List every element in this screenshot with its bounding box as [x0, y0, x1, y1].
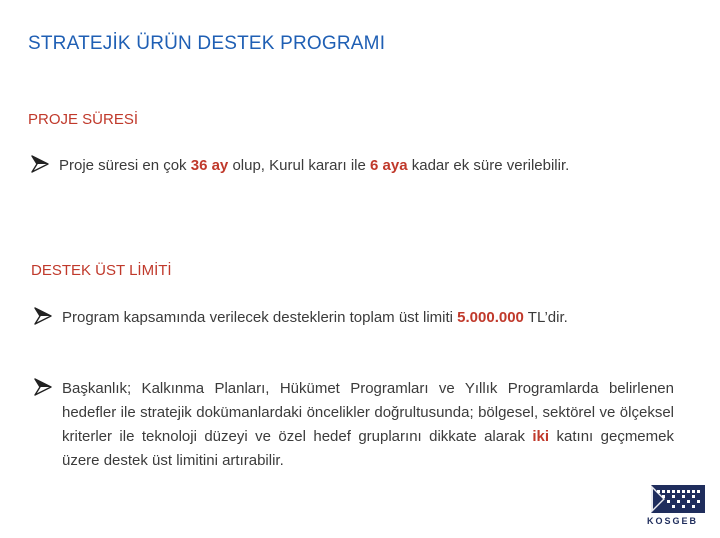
highlight-6-aya: 6 aya — [370, 157, 408, 174]
arrow-bullet-icon — [34, 378, 52, 396]
bullet-text: Program kapsamında verilecek desteklerin toplam üst limiti 5.000.000 TL’dir. — [62, 309, 568, 326]
kosgeb-logo-text: KOSGEB — [647, 516, 699, 526]
bullet-ust-limit — [34, 306, 674, 330]
section-heading-proje-suresi: PROJE SÜRESİ — [28, 111, 139, 128]
highlight-36-ay: 36 ay — [190, 157, 229, 174]
arrow-bullet-icon — [34, 307, 52, 325]
bullet-text: Başkanlık; Kalkınma Planları, Hükümet Programları ve Yıllık Programlarda belirlenen hedefler ile stratejik dokümanlardaki öncelikler doğrultusunda; bölgesel, sektörel ve ölçeksel kriterler ile teknoloji düzeyi ve özel hedef gruplarını dikkate alarak iki katını geçmemek üzere destek üst limitini artırabilir. — [62, 380, 674, 469]
section-heading-destek-ust-limiti: DESTEK ÜST LİMİTİ — [31, 262, 172, 279]
page-title: STRATEJİK ÜRÜN DESTEK PROGRAMI — [28, 33, 386, 54]
highlight-iki: iki — [532, 428, 550, 445]
bullet-proje-suresi — [31, 154, 691, 178]
arrow-bullet-icon — [31, 155, 49, 173]
bullet-limit-artirma — [34, 377, 674, 473]
bullet-text: Proje süresi en çok 36 ay olup, Kurul kararı ile 6 aya kadar ek süre verilebilir. — [59, 157, 570, 174]
highlight-limit-amount: 5.000.000 — [457, 309, 524, 326]
